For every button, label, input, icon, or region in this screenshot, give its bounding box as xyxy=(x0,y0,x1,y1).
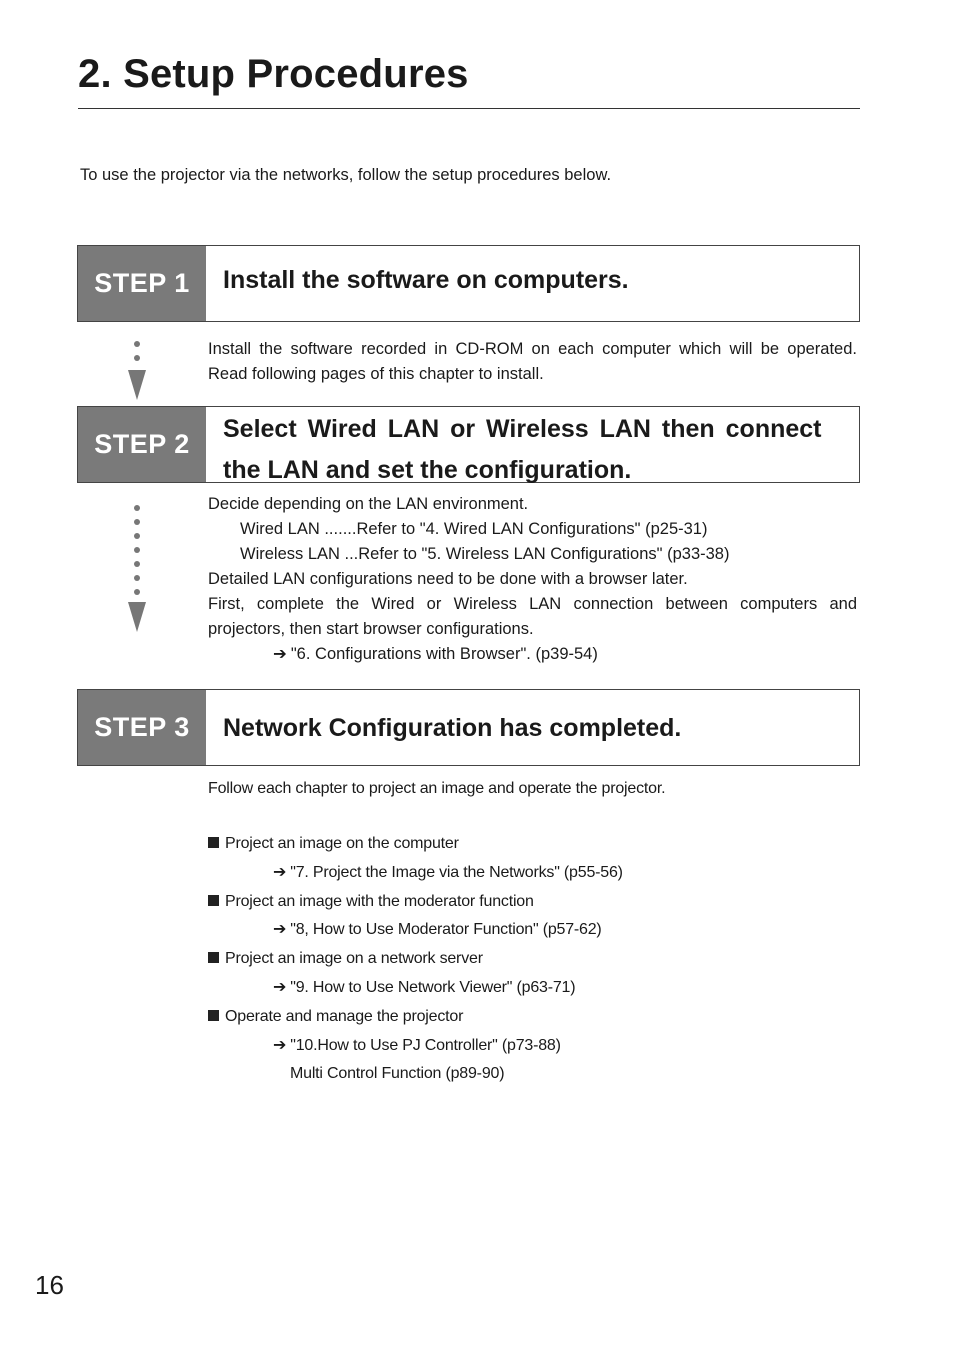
step-3-intro: Follow each chapter to project an image and operate the projector. xyxy=(208,780,666,797)
arrow-right-icon: ➔ xyxy=(273,645,287,663)
step-2-wired-ref: Wired LAN .......Refer to "4. Wired LAN Configurations" (p25-31) xyxy=(240,520,708,538)
title-divider xyxy=(78,108,860,109)
step-2-box xyxy=(77,406,860,483)
step-2-title-line-1 xyxy=(223,409,855,450)
list-item-ref: ➔ "8, How to Use Moderator Function" (p57-62) xyxy=(273,921,602,939)
list-item: Project an image on a network server xyxy=(208,945,623,974)
page-number: 16 xyxy=(35,1270,64,1300)
list-item-ref: ➔ "10.How to Use PJ Controller" (p73-88) xyxy=(273,1036,561,1054)
list-item: Project an image with the moderator function xyxy=(208,888,623,917)
arrow-right-icon: ➔ xyxy=(273,978,287,996)
step-1-description: Install the software recorded in CD-ROM on each computer which will be operated. Read following pages of this chapter to install. xyxy=(208,340,857,383)
arrow-right-icon: ➔ xyxy=(273,863,287,881)
step-3-list xyxy=(208,830,623,1089)
step-3-label: STEP 3 xyxy=(78,690,206,765)
step-2-title-line-2: the LAN and set the configuration. xyxy=(223,456,632,484)
step-1-label: STEP 1 xyxy=(78,246,206,321)
intro-text: To use the projector via the networks, follow the setup procedures below. xyxy=(80,166,612,184)
step-3-title: Network Configuration has completed. xyxy=(223,714,682,742)
page-title: 2. Setup Procedures xyxy=(78,52,469,96)
step-2-line-5: First, complete the Wired or Wireless LAN connection between computers and projectors, then start browser configurations. xyxy=(208,595,857,638)
step-2-line-4: Detailed LAN configurations need to be done with a browser later. xyxy=(208,570,688,588)
step-2-title xyxy=(223,409,855,491)
list-item-extra-ref: Multi Control Function (p89-90) xyxy=(290,1065,505,1083)
arrow-right-icon: ➔ xyxy=(273,921,287,939)
list-item: Project an image on the computer xyxy=(208,830,623,859)
list-item-ref: ➔ "9. How to Use Network Viewer" (p63-71) xyxy=(273,978,576,996)
step-2-label: STEP 2 xyxy=(78,407,206,482)
step-2-title-line-1-text: Select Wired LAN or Wireless LAN then connect xyxy=(223,415,822,443)
step-3-box xyxy=(77,689,860,766)
square-bullet-icon xyxy=(208,837,219,848)
square-bullet-icon xyxy=(208,895,219,906)
square-bullet-icon xyxy=(208,952,219,963)
step-2-browser-ref-text: "6. Configurations with Browser". (p39-54) xyxy=(290,645,598,663)
step-2-wireless-ref: Wireless LAN ...Refer to "5. Wireless LAN Configurations" (p33-38) xyxy=(240,545,730,563)
step-2-body xyxy=(208,492,857,667)
step-2-line-1: Decide depending on the LAN environment. xyxy=(208,495,529,513)
step-2-browser-ref xyxy=(208,642,857,667)
step-1-box xyxy=(77,245,860,322)
list-item-ref: ➔ "7. Project the Image via the Networks" (p55-56) xyxy=(273,863,623,881)
list-item: Operate and manage the projector xyxy=(208,1003,623,1032)
square-bullet-icon xyxy=(208,1010,219,1021)
arrow-right-icon: ➔ xyxy=(273,1036,287,1054)
step-1-title: Install the software on computers. xyxy=(223,266,629,294)
